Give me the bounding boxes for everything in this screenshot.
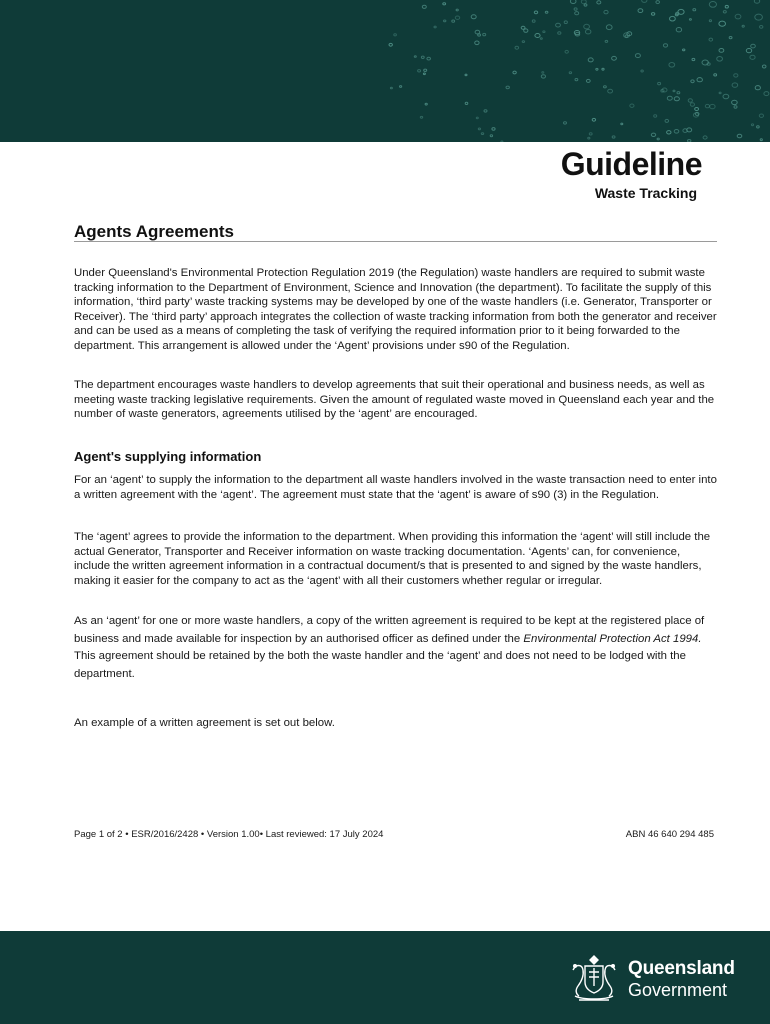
decorative-dot xyxy=(540,38,542,40)
decorative-dot xyxy=(424,69,427,71)
decorative-dot xyxy=(465,74,467,76)
decorative-dot xyxy=(545,11,548,13)
decorative-dot xyxy=(597,1,601,4)
decorative-dot xyxy=(455,16,459,19)
decorative-dot xyxy=(556,23,561,27)
decorative-dot xyxy=(604,86,607,88)
decorative-dot xyxy=(444,20,446,22)
decorative-dot xyxy=(390,87,392,89)
decorative-dot xyxy=(677,92,680,94)
decorative-dot xyxy=(584,4,587,6)
decorative-dot xyxy=(723,94,729,99)
decorative-dot xyxy=(434,26,436,28)
decorative-dot xyxy=(651,133,655,136)
decorative-dot xyxy=(709,20,711,22)
agent-paragraph-3-text: As an ‘agent’ for one or more waste handlers, a copy of the written agreement is required to be kept at the registered place of business and made available for inspection by an authorised officer as defined under the xyxy=(74,615,705,645)
decorative-dot xyxy=(596,68,598,70)
decorative-dot xyxy=(657,138,659,140)
decorative-dot xyxy=(574,8,577,10)
decorative-dot xyxy=(674,97,679,101)
decorative-dot xyxy=(760,26,763,29)
example-note: An example of a written agreement is set out below. xyxy=(74,717,335,729)
decorative-dot xyxy=(564,122,567,124)
decorative-dot xyxy=(581,0,586,4)
decorative-dot xyxy=(490,135,492,137)
decorative-dot xyxy=(543,31,545,33)
decorative-dot xyxy=(688,140,691,143)
decorative-dot xyxy=(420,116,422,118)
decorative-dot xyxy=(483,33,486,35)
heading-divider xyxy=(74,241,717,242)
decorative-dot xyxy=(484,110,487,112)
intro-paragraph-1: Under Queensland's Environmental Protection Regulation 2019 (the Regulation) waste handlers are required to submit waste tracking information to the Department of Environment, Science and Innovation (the department). To facilitate the supply of this information, ‘third party’ waste tracking systems may be developed by one of the waste handlers (i.e. Generator, Transporter or Receiver). The ‘third party’ approach integrates the collection of waste tracking information from both the generator and receiver and can be used as a means of completing the task of verifying the required information prior to it being forwarded to the department. This arrangement is allowed under the ‘Agent’ provisions under s90 of the Regulation. xyxy=(74,267,717,352)
decorative-dot xyxy=(602,68,604,70)
decorative-dot xyxy=(641,70,643,72)
decorative-dot xyxy=(683,49,685,51)
decorative-dot xyxy=(586,30,591,34)
decorative-dot xyxy=(492,128,495,131)
decorative-dot xyxy=(421,56,424,58)
decorative-dot xyxy=(729,37,732,39)
decorative-dot xyxy=(695,108,699,111)
decorative-dot xyxy=(760,139,762,141)
decorative-dot xyxy=(515,46,519,49)
decorative-dot xyxy=(673,90,675,92)
decorative-dot xyxy=(674,130,679,134)
decorative-dot xyxy=(630,104,634,107)
decorative-dot xyxy=(425,103,427,105)
decorative-dot xyxy=(732,83,738,87)
agent-paragraph-3 xyxy=(74,613,719,683)
decorative-dot xyxy=(751,44,756,48)
decorative-dot xyxy=(521,26,525,29)
decorative-dot xyxy=(764,92,769,96)
decorative-dot xyxy=(465,102,468,104)
subsection-heading: Agent's supplying information xyxy=(74,449,262,464)
decorative-dot xyxy=(478,128,480,130)
decorative-dot xyxy=(693,9,696,11)
decorative-dot xyxy=(732,100,738,104)
decorative-dot xyxy=(651,13,654,16)
decorative-dot xyxy=(575,79,578,81)
decorative-dot xyxy=(703,136,707,139)
decorative-dot xyxy=(691,80,694,83)
decorative-dot xyxy=(612,56,617,60)
decorative-dot xyxy=(418,70,421,72)
footer-page-info: Page 1 of 2 • ESR/2016/2428 • Version 1.00• Last reviewed: 17 July 2024 xyxy=(74,829,384,840)
decorative-dot xyxy=(456,9,458,11)
decorative-dot xyxy=(394,34,397,36)
decorative-dot xyxy=(443,3,446,5)
decorative-dot xyxy=(688,99,692,102)
decorative-dot xyxy=(670,16,676,21)
decorative-dot xyxy=(564,21,567,24)
decorative-dot xyxy=(762,65,766,68)
decorative-dot xyxy=(475,30,480,34)
decorative-dot xyxy=(697,78,702,82)
decorative-dot xyxy=(535,34,540,38)
header-banner xyxy=(0,0,770,142)
decorative-dot xyxy=(565,50,568,53)
decorative-dot xyxy=(588,58,593,62)
section-heading: Agents Agreements xyxy=(74,222,234,241)
decorative-dot xyxy=(584,24,590,29)
decorative-dot xyxy=(475,41,479,45)
document-subject: Waste Tracking xyxy=(594,185,697,201)
decorative-dot xyxy=(423,73,425,75)
decorative-dot xyxy=(714,74,717,76)
decorative-dot xyxy=(506,86,509,89)
decorative-dot xyxy=(621,123,623,125)
decorative-dot xyxy=(709,38,713,41)
decorative-dot xyxy=(501,141,503,142)
agent-paragraph-2: The ‘agent’ agrees to provide the information to the department. When providing this information the ‘agent’ will still include the actual Generator, Transporter and Receiver information on waste tracking documentation. ‘Agents’ can, for convenience, include the written agreement information in a contractual document/s that is presented to and signed by the waste handlers, making it easier for the company to act as the ‘agent’ with all their customers whether regular or irregular. xyxy=(74,531,711,587)
decorative-dot xyxy=(589,133,592,135)
decorative-dot xyxy=(476,117,478,119)
decorative-dot xyxy=(638,9,643,13)
decorative-dot xyxy=(532,20,535,22)
decorative-dot xyxy=(522,41,524,43)
decorative-dot xyxy=(719,21,726,26)
decorative-dot xyxy=(481,133,483,135)
footer-abn: ABN 46 640 294 485 xyxy=(625,829,714,840)
brand-name-line1: Queensland xyxy=(628,958,735,979)
decorative-dot xyxy=(588,137,590,139)
decorative-dot xyxy=(422,5,426,8)
queensland-crest-icon xyxy=(565,950,623,1004)
decorative-dot xyxy=(635,54,640,58)
decorative-dot xyxy=(604,10,608,13)
decorative-dot xyxy=(665,119,669,122)
decorative-dot xyxy=(705,104,709,107)
decorative-dot xyxy=(656,1,660,4)
decorative-dot xyxy=(400,86,402,88)
decorative-dot xyxy=(575,12,579,15)
decorative-dot xyxy=(654,115,657,117)
decorative-dot xyxy=(605,40,608,42)
decorative-dot xyxy=(751,124,753,126)
decorative-dot xyxy=(542,72,544,74)
decorative-dot xyxy=(723,11,726,13)
decorative-dot xyxy=(754,0,759,3)
decorative-dot xyxy=(742,25,744,27)
decorative-dot xyxy=(719,49,724,53)
decorative-dot xyxy=(414,56,416,58)
decorative-dot xyxy=(569,72,571,74)
agent-paragraph-1: For an ‘agent’ to supply the information to the department all waste handlers involved in the waste transaction need to enter into a written agreement with the ‘agent’. The agreement must state that the ‘agent’ is aware of s90 (3) in the Regulation. xyxy=(74,474,717,501)
decorative-dot xyxy=(750,55,755,59)
decorative-dot xyxy=(690,103,694,106)
decorative-dot xyxy=(608,89,613,93)
decorative-dot xyxy=(746,49,751,53)
decorative-dot xyxy=(642,0,647,2)
decorative-dot xyxy=(669,63,675,68)
decorative-dot xyxy=(692,58,695,60)
decorative-dot xyxy=(737,134,742,138)
decorative-dot xyxy=(471,15,476,19)
agent-paragraph-3-tail: This agreement should be retained by the both the waste handler and the ‘agent’ and does not need to be lodged with the department. xyxy=(74,650,686,680)
decorative-dot xyxy=(719,92,721,94)
decorative-dot xyxy=(667,131,671,134)
decorative-dot xyxy=(570,0,576,4)
document-type: Guideline xyxy=(560,146,702,182)
decorative-dot xyxy=(710,104,715,108)
decorative-dot xyxy=(667,96,672,100)
decorative-dot xyxy=(513,71,516,74)
decorative-dot xyxy=(734,106,737,108)
act-citation: Environmental Protection Act 1994. xyxy=(523,632,702,645)
intro-paragraph-2: The department encourages waste handlers to develop agreements that suit their operational and business needs, as well as meeting waste tracking legislative requirements. Given the amount of regulated waste moved in Queensland each year and the number of waste generators, agreements utilised by the ‘agent’ are encouraged. xyxy=(74,379,715,421)
decorative-dot xyxy=(592,118,595,121)
decorative-dot xyxy=(612,136,615,138)
decorative-dot xyxy=(734,74,738,77)
decorative-dot xyxy=(534,11,537,14)
decorative-dot xyxy=(452,20,455,22)
decorative-dot xyxy=(606,25,612,30)
decorative-dot xyxy=(725,5,728,8)
decorative-dot xyxy=(689,19,691,21)
decorative-dot xyxy=(427,57,431,60)
decorative-dot xyxy=(658,82,661,84)
brand-name-line2: Government xyxy=(628,980,728,1000)
decorative-dot xyxy=(755,86,760,90)
decorative-dot xyxy=(755,14,763,20)
decorative-dot xyxy=(757,126,760,128)
decorative-dot xyxy=(676,28,681,32)
decorative-dot xyxy=(389,43,392,46)
decorative-dot xyxy=(558,32,561,35)
decorative-dot xyxy=(709,2,716,8)
decorative-dot-pattern xyxy=(0,0,770,142)
decorative-dot xyxy=(735,14,741,19)
decorative-dot xyxy=(759,114,763,117)
decorative-dot xyxy=(663,44,667,47)
decorative-dot xyxy=(717,57,723,62)
decorative-dot xyxy=(541,75,545,78)
decorative-dot xyxy=(586,79,590,82)
